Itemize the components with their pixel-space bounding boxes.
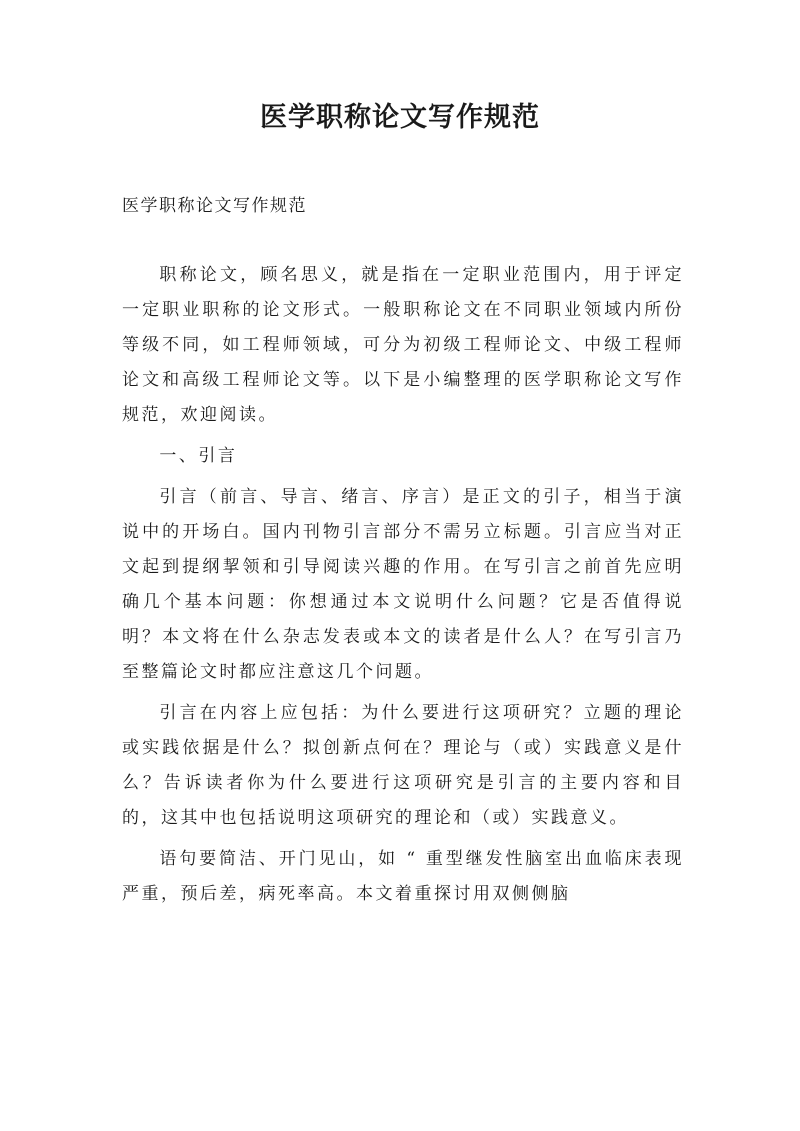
paragraph-introduction-content: 引言在内容上应包括：为什么要进行这项研究？立题的理论或实践依据是什么？拟创新点何在？理论与（或）实践意义是什么？告诉读者你为什么要进行这项研究是引言的主要内容和目的，这其中也包括说明这项研究的理论和（或）实践意义。 — [122, 703, 684, 828]
section-heading-introduction: 一、引言 — [159, 446, 238, 466]
document-body — [122, 258, 684, 918]
document-subtitle: 医学职称论文写作规范 — [122, 196, 307, 216]
paragraph-introduction-style: 语句要简洁、开门见山，如 “ 重型继发性脑室出血临床表现严重，预后差，病死率高。本文着重探讨用双侧侧脑 — [122, 849, 684, 904]
paragraph-introduction-definition: 引言（前言、导言、绪言、序言）是正文的引子，相当于演说中的开场白。国内刊物引言部分不需另立标题。引言应当对正文起到提纲挈领和引导阅读兴趣的作用。在写引言之前首先应明确几个基本问题：你想通过本文说明什么问题？它是否值得说明？本文将在什么杂志发表或本文的读者是什么人？在写引言乃至整篇论文时都应注意这几个问题。 — [122, 487, 684, 682]
paragraph-intro: 职称论文，顾名思义，就是指在一定职业范围内，用于评定一定职业职称的论文形式。一般职称论文在不同职业领域内所份等级不同，如工程师领域，可分为初级工程师论文、中级工程师论文和高级工程师论文等。以下是小编整理的医学职称论文写作规范，欢迎阅读。 — [122, 265, 684, 425]
document-title: 医学职称论文写作规范 — [260, 102, 540, 133]
